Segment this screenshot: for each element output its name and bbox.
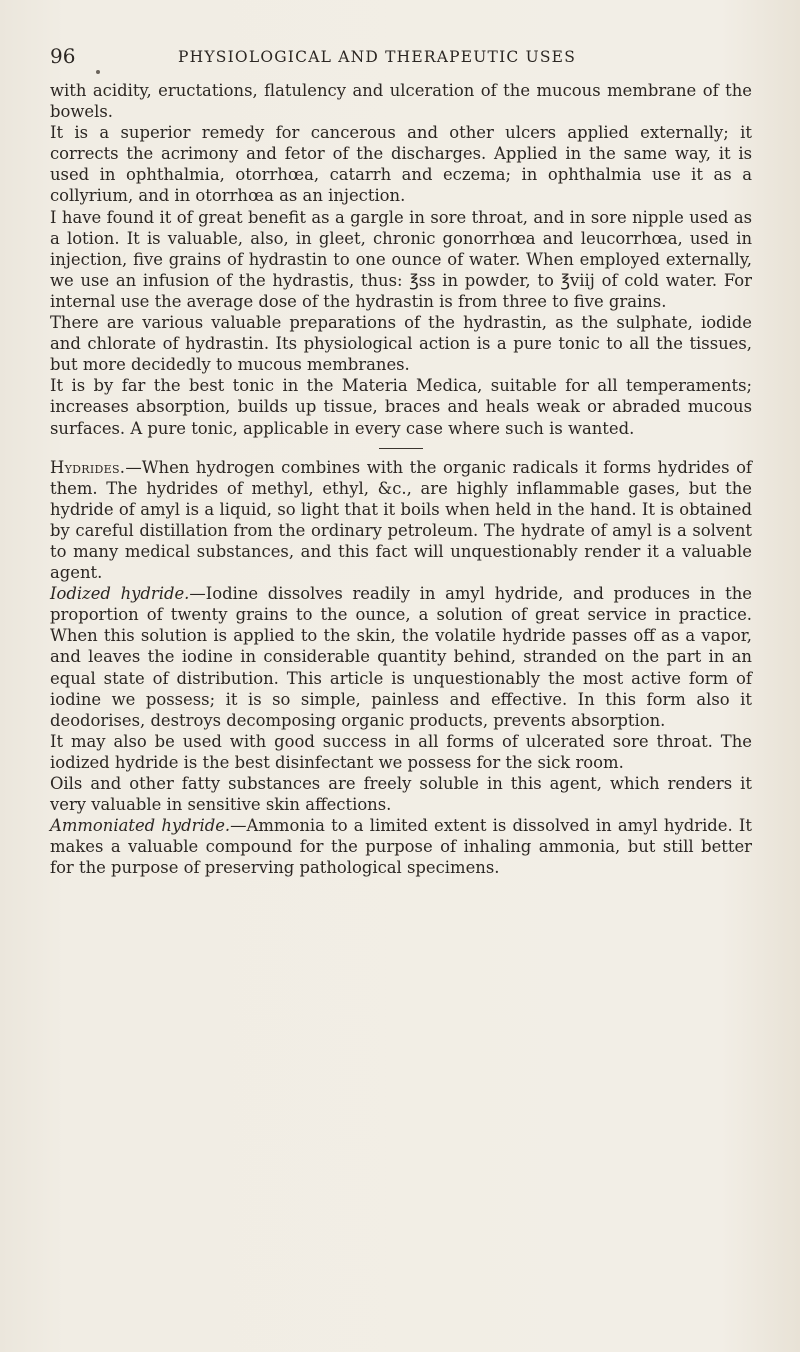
- heading-ammoniated-hydride: Ammoniated hydride.: [50, 816, 231, 836]
- paragraph-hydrides: [50, 457, 752, 584]
- paragraph-continuation: with acidity, eructations, flatulency and ulceration of the mucous membrane of the bowels.: [50, 81, 752, 122]
- heading-iodized-hydride: Iodized hydride.: [50, 584, 190, 604]
- paragraph-sore-throat: It may also be used with good success in all forms of ulcerated sore throat. The iodized hydride is the best disinfectant we possess for the sick room.: [50, 731, 752, 772]
- paragraph-preparations: There are various valuable preparations of the hydrastin, as the sulphate, iodide and chlorate of hydrastin. Its physiological action is a pure tonic to all the tissues, but more decidedly to mucous membranes.: [50, 313, 752, 375]
- paragraph-iodized-hydride: [50, 583, 752, 731]
- page-number: 96: [50, 44, 76, 68]
- paragraph-best-tonic: It is by far the best tonic in the Materia Medica, suitable for all temperaments; increases absorption, builds up tissue, braces and heals weak or abraded mucous surfaces. A pure tonic, applicable in every case where such is wanted.: [50, 376, 752, 438]
- hydrides-text: —When hydrogen combines with the organic radicals it forms hydrides of them. The hydrides of methyl, ethyl, &c., are highly inflammable gases, but the hydride of amyl is a liquid, so light that it boils when held in the hand. It is obtained by careful distillation from the ordinary petroleum. The hydrate of amyl is a solvent to many medical substances, and this fact will unquestionably render it a valuable agent.: [50, 457, 752, 583]
- ammoniated-hydride-text: —Ammonia to a limited extent is dissolved in amyl hydride. It makes a valuable compound for the purpose of inhaling ammonia, but still better for the purpose of preserving pathological specimens.: [50, 816, 752, 878]
- page-header: [50, 44, 750, 70]
- page-body: [50, 80, 752, 878]
- paragraph-oils: Oils and other fatty substances are freely soluble in this agent, which renders it very valuable in sensitive skin affections.: [50, 774, 752, 815]
- paragraph-gargle: I have found it of great benefit as a gargle in sore throat, and in sore nipple used as a lotion. It is valuable, also, in gleet, chronic gonorrhœa and leucorrhœa, used in injection, five grains of hydrastin to one ounce of water. When employed externally, we use an infusion of the hydrastis, thus: ℥ss in powder, to ℥viij of cold water. For internal use the average dose of the hydrastin is from three to five grains.: [50, 207, 752, 311]
- section-divider: [379, 448, 423, 449]
- paragraph-ulcers: It is a superior remedy for cancerous and other ulcers applied externally; it corrects the acrimony and fetor of the discharges. Applied in the same way, it is used in ophthalmia, otorrhœa, catarrh and eczema; in ophthalmia use it as a collyrium, and in otorrhœa as an injection.: [50, 123, 752, 206]
- heading-hydrides: Hydrides.: [50, 457, 126, 477]
- paragraph-ammoniated-hydride: [50, 815, 752, 878]
- stray-ink-mark: [96, 70, 100, 74]
- iodized-hydride-text: —Iodine dissolves readily in amyl hydride, and produces in the proportion of twenty grains to the ounce, a solution of great service in practice. When this solution is applied to the skin, the volatile hydride passes off as a vapor, and leaves the iodine in considerable quantity behind, stranded on the part in an equal state of distribution. This article is unquestionably the most active form of iodine we possess; it is so simple, painless and effective. In this form also it deodorises, destroys decomposing organic products, prevents absorption.: [50, 584, 752, 730]
- running-head: PHYSIOLOGICAL AND THERAPEUTIC USES: [178, 48, 577, 66]
